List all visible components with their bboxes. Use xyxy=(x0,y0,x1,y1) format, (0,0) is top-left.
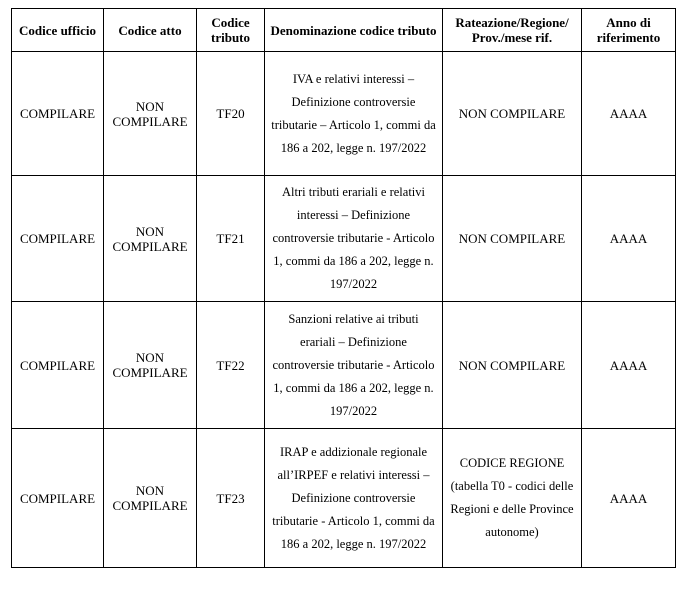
table-row xyxy=(12,52,676,176)
header-denominazione: Denominazione codice tributo xyxy=(265,9,443,52)
cell-denominazione: IRAP e addizionale regionale all’IRPEF e relativi interessi – Definizione controversie tributarie - Articolo 1, commi da 186 a 202, legge n. 197/2022 xyxy=(265,429,443,568)
table-row xyxy=(12,429,676,568)
tax-codes-table xyxy=(11,8,676,568)
cell-codice-tributo: TF21 xyxy=(197,176,265,302)
cell-codice-tributo: TF20 xyxy=(197,52,265,176)
cell-codice-atto: NON COMPILARE xyxy=(104,429,197,568)
cell-codice-atto: NON COMPILARE xyxy=(104,52,197,176)
cell-denominazione: IVA e relativi interessi – Definizione controversie tributarie – Articolo 1, commi da 186 a 202, legge n. 197/2022 xyxy=(265,52,443,176)
cell-codice-ufficio: COMPILARE xyxy=(12,52,104,176)
cell-rateazione: NON COMPILARE xyxy=(443,52,582,176)
cell-anno: AAAA xyxy=(582,176,676,302)
cell-codice-ufficio: COMPILARE xyxy=(12,302,104,429)
table-header-row xyxy=(12,9,676,52)
cell-anno: AAAA xyxy=(582,302,676,429)
cell-rateazione: NON COMPILARE xyxy=(443,176,582,302)
header-codice-ufficio: Codice ufficio xyxy=(12,9,104,52)
cell-anno: AAAA xyxy=(582,52,676,176)
header-codice-atto: Codice atto xyxy=(104,9,197,52)
cell-codice-ufficio: COMPILARE xyxy=(12,176,104,302)
cell-rateazione: NON COMPILARE xyxy=(443,302,582,429)
cell-codice-tributo: TF22 xyxy=(197,302,265,429)
cell-codice-ufficio: COMPILARE xyxy=(12,429,104,568)
cell-denominazione: Altri tributi erariali e relativi interessi – Definizione controversie tributarie - Articolo 1, commi da 186 a 202, legge n. 197/2022 xyxy=(265,176,443,302)
header-codice-tributo: Codice tributo xyxy=(197,9,265,52)
table-row xyxy=(12,176,676,302)
cell-codice-tributo: TF23 xyxy=(197,429,265,568)
header-anno: Anno di riferimento xyxy=(582,9,676,52)
cell-codice-atto: NON COMPILARE xyxy=(104,176,197,302)
cell-anno: AAAA xyxy=(582,429,676,568)
cell-codice-atto: NON COMPILARE xyxy=(104,302,197,429)
cell-denominazione: Sanzioni relative ai tributi erariali – Definizione controversie tributarie - Articolo 1, commi da 186 a 202, legge n. 197/2022 xyxy=(265,302,443,429)
table-row xyxy=(12,302,676,429)
header-rateazione: Rateazione/Regione/ Prov./mese rif. xyxy=(443,9,582,52)
cell-rateazione: CODICE REGIONE (tabella T0 - codici delle Regioni e delle Province autonome) xyxy=(443,429,582,568)
